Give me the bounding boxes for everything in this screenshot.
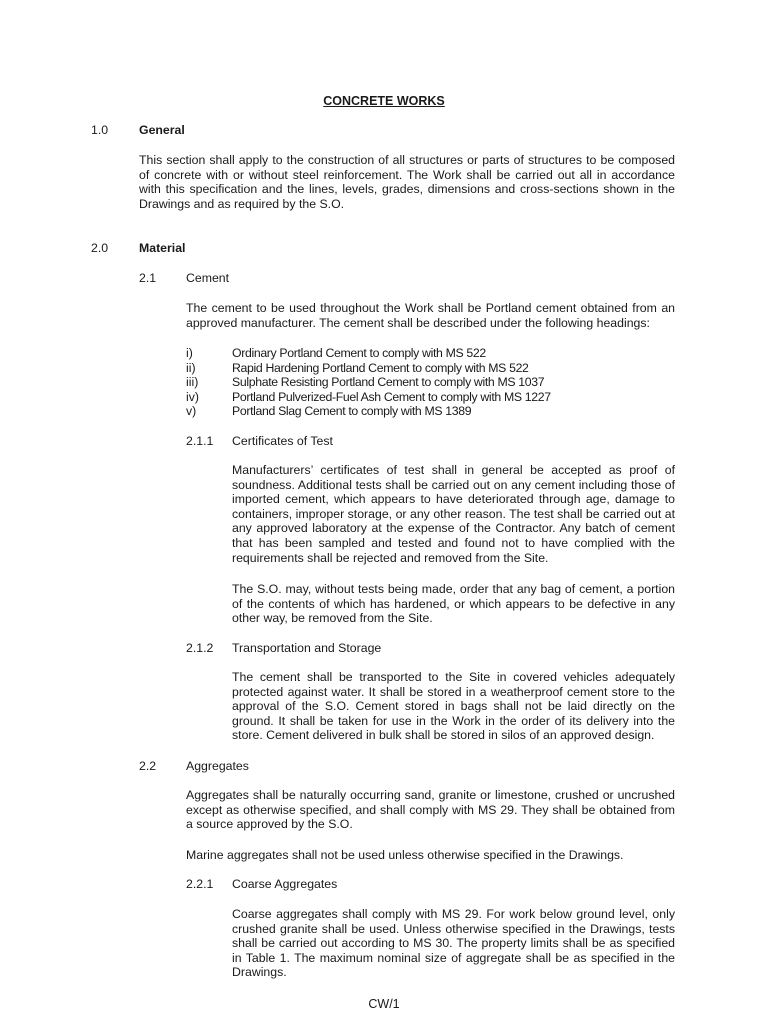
list-text: Portland Slag Cement to comply with MS 1389 <box>232 404 472 419</box>
section-2-2-number: 2.2 <box>139 759 157 773</box>
section-2-2-heading: Aggregates <box>186 759 249 773</box>
section-2-1-heading: Cement <box>186 271 230 285</box>
list-text: Rapid Hardening Portland Cement to comply with MS 522 <box>232 360 529 375</box>
section-2-heading: Material <box>139 241 186 255</box>
section-1-paragraph: This section shall apply to the construction of all structures or parts of structures to be composed of concrete with or without steel reinforcement. The Work shall be carried out all in accordance with this specification and the lines, levels, grades, dimensions and cross-sections shown in the Drawings and as required by the S.O. <box>139 153 675 211</box>
list-text: Sulphate Resisting Portland Cement to comply with MS 1037 <box>232 375 545 390</box>
section-2-2-paragraph-2: Marine aggregates shall not be used unless otherwise specified in the Drawings. <box>186 848 624 862</box>
section-2-1-paragraph: The cement to be used throughout the Work shall be Portland cement obtained from an approved manufacturer. The cement shall be described under the following headings: <box>186 301 675 330</box>
section-2-1-1-paragraph-2: The S.O. may, without tests being made, order that any bag of cement, a portion of the contents of which has hardened, or which appears to be defective in any other way, be removed from the Site. <box>232 582 675 626</box>
section-2-1-1-paragraph-1: Manufacturers’ certificates of test shall in general be accepted as proof of soundness. Additional tests shall be carried out on any cement including those of imported cement, which appears to have deteriorated through age, damage to containers, improper storage, or any other reason. The test shall be carried out at any approved laboratory at the expense of the Contractor. Any batch of cement that has been sampled and tested and found not to have complied with the requirements shall be rejected and removed from the Site. <box>232 463 675 565</box>
list-marker: ii) <box>186 360 196 375</box>
section-2-1-2-paragraph: The cement shall be transported to the Site in covered vehicles adequately protected against water. It shall be stored in a weatherproof cement store to the approval of the S.O. Cement stored in bags shall not be laid directly on the ground. It shall be taken for use in the Work in the order of its delivery into the store. Cement delivered in bulk shall be stored in silos of an approved design. <box>232 670 675 743</box>
list-marker: iv) <box>186 389 199 404</box>
section-1-heading: General <box>139 123 185 137</box>
section-2-2-paragraph-1: Aggregates shall be naturally occurring sand, granite or limestone, crushed or uncrushed except as otherwise specified, and shall comply with MS 29. They shall be obtained from a source approved by the S.O. <box>186 788 675 832</box>
list-text: Portland Pulverized-Fuel Ash Cement to comply with MS 1227 <box>232 389 551 404</box>
section-2-2-1-paragraph: Coarse aggregates shall comply with MS 29. For work below ground level, only crushed granite shall be used. Unless otherwise specified in the Drawings, tests shall be carried out according to MS 30. The property limits shall be as specified in Table 1. The maximum nominal size of aggregate shall be as specified in the Drawings. <box>232 907 675 980</box>
section-2-2-1-number: 2.2.1 <box>186 877 214 891</box>
section-2-number: 2.0 <box>91 241 109 255</box>
list-marker: i) <box>186 346 193 360</box>
section-2-1-2-number: 2.1.2 <box>186 641 214 655</box>
page-number: CW/1 <box>368 997 400 1011</box>
section-2-1-2-heading: Transportation and Storage <box>232 641 382 655</box>
section-1-number: 1.0 <box>91 123 109 137</box>
list-marker: v) <box>186 404 197 419</box>
document-title: CONCRETE WORKS <box>323 94 445 108</box>
section-2-1-number: 2.1 <box>139 271 157 285</box>
section-2-1-1-number: 2.1.1 <box>186 434 214 448</box>
section-2-1-1-heading: Certificates of Test <box>232 434 333 448</box>
list-text: Ordinary Portland Cement to comply with MS 522 <box>232 346 486 360</box>
list-marker: iii) <box>186 375 199 390</box>
section-2-2-1-heading: Coarse Aggregates <box>232 877 338 891</box>
